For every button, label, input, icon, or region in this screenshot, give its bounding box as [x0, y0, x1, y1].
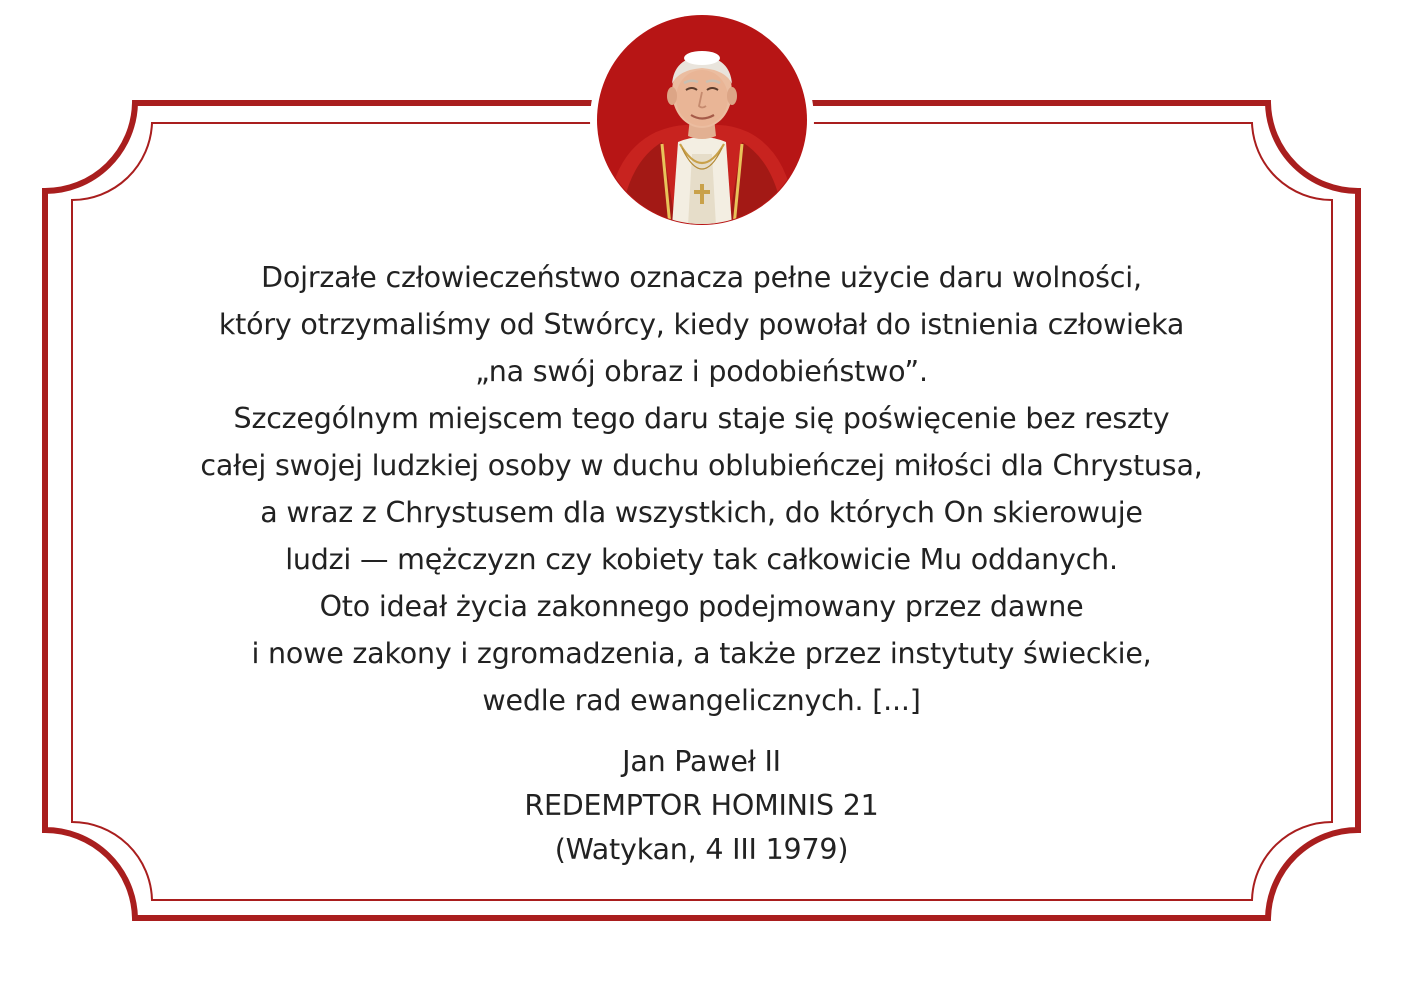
- quote-line: Szczególnym miejscem tego daru staje się poświęcenie bez reszty: [233, 402, 1170, 435]
- quote-line: „na swój obraz i podobieństwo”.: [475, 355, 928, 388]
- quote-line: a wraz z Chrystusem dla wszystkich, do których On skierowuje: [260, 496, 1143, 529]
- quote-text: [100, 254, 1303, 724]
- quote-line: wedle rad ewangelicznych. [...]: [482, 684, 921, 717]
- pope-portrait-icon: [596, 14, 808, 226]
- attribution-author: Jan Paweł II: [622, 745, 781, 778]
- quote-line: Oto ideał życia zakonnego podejmowany przez dawne: [319, 590, 1084, 623]
- quote-line: Dojrzałe człowieczeństwo oznacza pełne użycie daru wolności,: [261, 261, 1142, 294]
- quote-line: całej swojej ludzkiej osoby w duchu oblubieńczej miłości dla Chrystusa,: [200, 449, 1203, 482]
- quote-line: i nowe zakony i zgromadzenia, a także przez instytuty świeckie,: [251, 637, 1152, 670]
- quote-line: który otrzymaliśmy od Stwórcy, kiedy powołał do istnienia człowieka: [218, 308, 1185, 341]
- quote-line: ludzi — mężczyzn czy kobiety tak całkowicie Mu oddanych.: [285, 543, 1118, 576]
- attribution-source: REDEMPTOR HOMINIS 21: [524, 789, 879, 822]
- attribution-place-date: (Watykan, 4 III 1979): [554, 833, 849, 866]
- attribution: [100, 740, 1303, 872]
